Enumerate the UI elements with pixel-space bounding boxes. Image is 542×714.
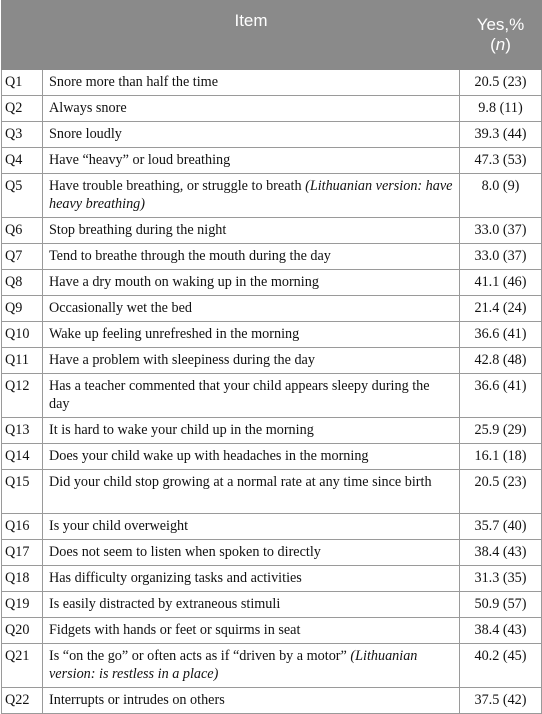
row-item xyxy=(43,244,460,270)
row-id: Q3 xyxy=(2,122,43,148)
row-item-text: Wake up feeling unrefreshed in the morning xyxy=(49,326,300,342)
row-item-text: Is “on the go” or often acts as if “driven by a motor” xyxy=(49,648,351,664)
row-item-text: Have a dry mouth on waking up in the morning xyxy=(49,274,319,290)
row-yes-value: 20.5 (23) xyxy=(460,470,542,514)
row-item xyxy=(43,96,460,122)
table-row xyxy=(2,174,542,218)
row-yes-value: 38.4 (43) xyxy=(460,618,542,644)
row-yes-value: 41.1 (46) xyxy=(460,270,542,296)
row-item xyxy=(43,540,460,566)
table-row xyxy=(2,244,542,270)
table-row xyxy=(2,540,542,566)
row-item-text: Have a problem with sleepiness during the day xyxy=(49,352,315,368)
row-yes-value: 40.2 (45) xyxy=(460,644,542,688)
row-item-text: Fidgets with hands or feet or squirms in seat xyxy=(49,622,301,638)
row-item xyxy=(43,374,460,418)
row-id: Q21 xyxy=(2,644,43,688)
row-yes-value: 33.0 (37) xyxy=(460,218,542,244)
row-yes-value: 8.0 (9) xyxy=(460,174,542,218)
row-yes-value: 25.9 (29) xyxy=(460,418,542,444)
header-item-label: Item xyxy=(234,11,268,30)
row-id: Q1 xyxy=(2,70,43,96)
row-yes-value: 37.5 (42) xyxy=(460,688,542,714)
table-row xyxy=(2,218,542,244)
row-item xyxy=(43,566,460,592)
row-item-text: Is your child overweight xyxy=(49,518,189,534)
row-yes-value: 47.3 (53) xyxy=(460,148,542,174)
table-row xyxy=(2,270,542,296)
table-row xyxy=(2,444,542,470)
row-item-text: Snore loudly xyxy=(49,126,122,142)
row-item xyxy=(43,514,460,540)
row-id: Q20 xyxy=(2,618,43,644)
header-yes-label: Yes,% xyxy=(476,15,525,34)
row-item-text: Did your child stop growing at a normal rate at any time since birth xyxy=(49,474,432,490)
row-item xyxy=(43,122,460,148)
row-item-text: Is easily distracted by extraneous stimuli xyxy=(49,596,281,612)
table-row xyxy=(2,688,542,714)
questionnaire-table xyxy=(1,0,542,714)
table-row xyxy=(2,418,542,444)
row-item-text: Occasionally wet the bed xyxy=(49,300,193,316)
row-item-text: Has difficulty organizing tasks and activities xyxy=(49,570,302,586)
row-item-text: Have “heavy” or loud breathing xyxy=(49,152,231,168)
table-row xyxy=(2,296,542,322)
row-item-text: Always snore xyxy=(49,100,127,116)
row-id: Q12 xyxy=(2,374,43,418)
table-row xyxy=(2,70,542,96)
row-item-text: It is hard to wake your child up in the morning xyxy=(49,422,314,438)
row-item-note: (Lithuanian version: have heavy breathing) xyxy=(49,178,453,212)
header-n-label: n xyxy=(495,35,506,54)
table-row xyxy=(2,514,542,540)
row-yes-value: 20.5 (23) xyxy=(460,70,542,96)
table-row xyxy=(2,122,542,148)
row-yes-value: 36.6 (41) xyxy=(460,322,542,348)
table-header xyxy=(2,1,542,70)
row-id: Q17 xyxy=(2,540,43,566)
table-row xyxy=(2,148,542,174)
row-item xyxy=(43,148,460,174)
header-id-cell xyxy=(2,1,43,70)
row-item xyxy=(43,296,460,322)
row-yes-value: 38.4 (43) xyxy=(460,540,542,566)
table-row xyxy=(2,470,542,514)
row-item xyxy=(43,70,460,96)
row-id: Q2 xyxy=(2,96,43,122)
row-item-text: Interrupts or intrudes on others xyxy=(49,692,225,708)
row-item-text: Stop breathing during the night xyxy=(49,222,227,238)
row-id: Q7 xyxy=(2,244,43,270)
row-id: Q6 xyxy=(2,218,43,244)
row-yes-value: 31.3 (35) xyxy=(460,566,542,592)
table-row xyxy=(2,566,542,592)
row-item-text: Does your child wake up with headaches in the morning xyxy=(49,448,369,464)
row-id: Q19 xyxy=(2,592,43,618)
table-row xyxy=(2,592,542,618)
row-item-text: Tend to breathe through the mouth during the day xyxy=(49,248,331,264)
table-row xyxy=(2,96,542,122)
row-item xyxy=(43,348,460,374)
row-yes-value: 50.9 (57) xyxy=(460,592,542,618)
row-item xyxy=(43,644,460,688)
row-id: Q18 xyxy=(2,566,43,592)
row-item xyxy=(43,218,460,244)
row-yes-value: 42.8 (48) xyxy=(460,348,542,374)
row-yes-value: 21.4 (24) xyxy=(460,296,542,322)
row-yes-value: 36.6 (41) xyxy=(460,374,542,418)
row-item-text: Snore more than half the time xyxy=(49,74,219,90)
row-id: Q8 xyxy=(2,270,43,296)
table-row xyxy=(2,644,542,688)
row-item xyxy=(43,688,460,714)
row-item xyxy=(43,174,460,218)
row-id: Q14 xyxy=(2,444,43,470)
row-id: Q13 xyxy=(2,418,43,444)
row-item xyxy=(43,418,460,444)
row-yes-value: 33.0 (37) xyxy=(460,244,542,270)
row-id: Q4 xyxy=(2,148,43,174)
header-item xyxy=(43,1,460,70)
row-item xyxy=(43,618,460,644)
table-body xyxy=(2,70,542,714)
row-id: Q11 xyxy=(2,348,43,374)
row-yes-value: 35.7 (40) xyxy=(460,514,542,540)
table-row xyxy=(2,374,542,418)
row-yes-value: 9.8 (11) xyxy=(460,96,542,122)
table-row xyxy=(2,322,542,348)
row-id: Q22 xyxy=(2,688,43,714)
row-item-text: Does not seem to listen when spoken to directly xyxy=(49,544,321,560)
row-id: Q9 xyxy=(2,296,43,322)
row-item xyxy=(43,444,460,470)
row-item-note: (Lithuanian version: is restless in a place) xyxy=(49,648,418,682)
header-yes-percent: Yes,% (n) xyxy=(460,1,542,70)
table-row xyxy=(2,618,542,644)
row-id: Q5 xyxy=(2,174,43,218)
row-item xyxy=(43,322,460,348)
row-item-text: Has a teacher commented that your child appears sleepy during the day xyxy=(49,378,430,412)
row-yes-value: 39.3 (44) xyxy=(460,122,542,148)
row-item xyxy=(43,592,460,618)
row-id: Q15 xyxy=(2,470,43,514)
row-item-text: Have trouble breathing, or struggle to breath xyxy=(49,178,306,194)
row-id: Q10 xyxy=(2,322,43,348)
row-item xyxy=(43,470,460,514)
row-id: Q16 xyxy=(2,514,43,540)
header-row xyxy=(2,1,542,70)
row-item xyxy=(43,270,460,296)
table-row xyxy=(2,348,542,374)
row-yes-value: 16.1 (18) xyxy=(460,444,542,470)
